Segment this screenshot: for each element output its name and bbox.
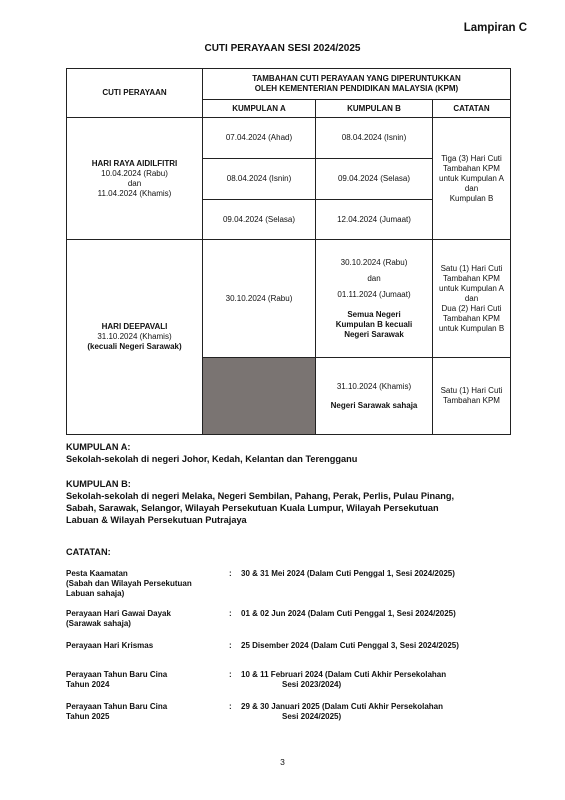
deepavali-catatan-1 [433, 240, 511, 358]
raya-catatan-line: Tiga (3) Hari Cuti [441, 153, 502, 163]
value-line: Sesi 2024/2025) [282, 712, 342, 721]
kumpulan-a-section [66, 441, 357, 465]
label-line: Pesta Kaamatan [66, 569, 128, 578]
raya-b-3: 12.04.2024 (Jumaat) [316, 200, 433, 240]
header-kumpulan-a: KUMPULAN A [203, 100, 316, 118]
deepavali-cat2-line: Tambahan KPM [443, 396, 500, 405]
kumpulan-b-line: Labuan & Wilayah Persekutuan Putrajaya [66, 515, 247, 526]
header-cuti-perayaan: CUTI PERAYAAN [67, 69, 203, 118]
catatan-colon: : [229, 569, 232, 578]
label-line: Tahun 2025 [66, 712, 110, 721]
deepavali-b-1 [316, 240, 433, 358]
raya-catatan [433, 118, 511, 240]
label-line: Perayaan Tahun Baru Cina [66, 702, 168, 711]
deepavali-b2-note: Negeri Sarawak sahaja [330, 400, 418, 410]
catatan-heading-text: CATATAN: [66, 547, 111, 557]
deepavali-cat2-line: Satu (1) Hari Cuti [440, 386, 503, 395]
catatan-item-value [241, 641, 521, 651]
kumpulan-b-line: Sekolah-sekolah di negeri Melaka, Negeri Sembilan, Pahang, Perak, Perlis, Pulau Pinang, [66, 491, 455, 502]
label-line: (Sabah dan Wilayah Persekutuan [66, 579, 192, 588]
catatan-item-label [66, 641, 153, 651]
catatan-colon: : [229, 702, 232, 711]
deepavali-cat1-line: dan [464, 293, 479, 303]
value-line: Sesi 2023/2024) [282, 680, 342, 689]
deepavali-b1-date-2: 01.11.2024 (Jumaat) [337, 289, 411, 299]
catatan-colon: : [229, 609, 232, 618]
value-line: 29 & 30 Januari 2025 (Dalam Cuti Akhir Persekolahan [241, 702, 444, 711]
kumpulan-b-heading: KUMPULAN B: [66, 479, 131, 489]
value-line: 01 & 02 Jun 2024 (Dalam Cuti Penggal 1, Sesi 2024/2025) [241, 609, 456, 618]
deepavali-b-2 [316, 358, 433, 435]
catatan-item-label [66, 609, 171, 629]
label-line: Labuan sahaja) [66, 589, 125, 598]
raya-cell [67, 118, 203, 240]
deepavali-cat1-line: Tambahan KPM [443, 273, 500, 283]
label-line: (Sarawak sahaja) [66, 619, 131, 628]
header-tambahan [203, 69, 511, 100]
raya-catatan-line: Tambahan KPM [443, 163, 500, 173]
deepavali-cell [67, 240, 203, 435]
header-catatan: CATATAN [433, 100, 511, 118]
deepavali-b2-date: 31.10.2024 (Khamis) [336, 381, 412, 391]
deepavali-b1-note: Semua Negeri [347, 309, 401, 319]
raya-dan: dan [127, 178, 142, 188]
deepavali-a-1: 30.10.2024 (Rabu) [203, 240, 316, 358]
deepavali-note: (kecuali Negeri Sarawak) [87, 342, 182, 351]
raya-catatan-line: untuk Kumpulan A [439, 173, 504, 183]
raya-a-2: 08.04.2024 (Isnin) [203, 159, 316, 200]
value-line: 25 Disember 2024 (Dalam Cuti Penggal 3, Sesi 2024/2025) [241, 641, 459, 650]
catatan-item-value [241, 702, 521, 722]
raya-date-1: 10.04.2024 (Rabu) [101, 168, 168, 178]
catatan-item-value [241, 609, 521, 619]
raya-b-1: 08.04.2024 (Isnin) [316, 118, 433, 159]
raya-a-3: 09.04.2024 (Selasa) [203, 200, 316, 240]
label-line: Tahun 2024 [66, 680, 110, 689]
label-line: Perayaan Hari Krismas [66, 641, 154, 650]
deepavali-cat1-line: Satu (1) Hari Cuti [440, 263, 503, 273]
catatan-item-label [66, 702, 167, 722]
kumpulan-a-text: Sekolah-sekolah di negeri Johor, Kedah, Kelantan dan Terengganu [66, 454, 358, 465]
deepavali-b1-date-1: 30.10.2024 (Rabu) [340, 257, 408, 267]
catatan-colon: : [229, 641, 232, 650]
holiday-table [66, 68, 511, 435]
deepavali-b1-note: Kumpulan B kecuali [335, 319, 413, 329]
deepavali-name: HARI DEEPAVALI [101, 322, 168, 331]
deepavali-cat1-line: untuk Kumpulan B [438, 323, 505, 333]
catatan-item-label [66, 569, 192, 599]
catatan-item-value [241, 569, 521, 579]
value-line: 10 & 11 Februari 2024 (Dalam Cuti Akhir Persekolahan [241, 670, 447, 679]
kumpulan-b-section [66, 478, 526, 527]
catatan-item-value [241, 670, 521, 690]
deepavali-cat1-line: Dua (2) Hari Cuti [441, 303, 502, 313]
attachment-label: Lampiran C [463, 22, 527, 34]
kumpulan-b-line: Sabah, Sarawak, Selangor, Wilayah Persekutuan Kuala Lumpur, Wilayah Persekutuan [66, 503, 439, 514]
deepavali-date: 31.10.2024 (Khamis) [97, 332, 172, 341]
raya-a-1: 07.04.2024 (Ahad) [203, 118, 316, 159]
deepavali-catatan-2 [433, 358, 511, 435]
deepavali-cat1-line: Tambahan KPM [443, 313, 500, 323]
header-tambahan-line-2: OLEH KEMENTERIAN PENDIDIKAN MALAYSIA (KPM) [254, 84, 459, 93]
deepavali-b1-dan: dan [367, 273, 381, 283]
kumpulan-a-heading: KUMPULAN A: [66, 442, 131, 452]
raya-name: HARI RAYA AIDILFITRI [91, 158, 178, 168]
catatan-item-label [66, 670, 167, 690]
deepavali-cat1-line: untuk Kumpulan A [439, 283, 504, 293]
raya-catatan-line: dan [464, 183, 479, 193]
deepavali-b1-note: Negeri Sarawak [344, 329, 404, 339]
catatan-colon: : [229, 670, 232, 679]
label-line: Perayaan Hari Gawai Dayak [66, 609, 171, 618]
page-number: 3 [280, 757, 285, 767]
raya-b-2: 09.04.2024 (Selasa) [316, 159, 433, 200]
shaded-empty-cell [203, 358, 316, 435]
page-title: CUTI PERAYAAN SESI 2024/2025 [204, 43, 361, 54]
header-kumpulan-b: KUMPULAN B [316, 100, 433, 118]
value-line: 30 & 31 Mei 2024 (Dalam Cuti Penggal 1, Sesi 2024/2025) [241, 569, 455, 578]
raya-catatan-line: Kumpulan B [449, 193, 494, 203]
raya-date-2: 11.04.2024 (Khamis) [97, 188, 172, 198]
catatan-heading [66, 546, 111, 558]
label-line: Perayaan Tahun Baru Cina [66, 670, 168, 679]
header-tambahan-line-1: TAMBAHAN CUTI PERAYAAN YANG DIPERUNTUKKAN [252, 74, 461, 83]
